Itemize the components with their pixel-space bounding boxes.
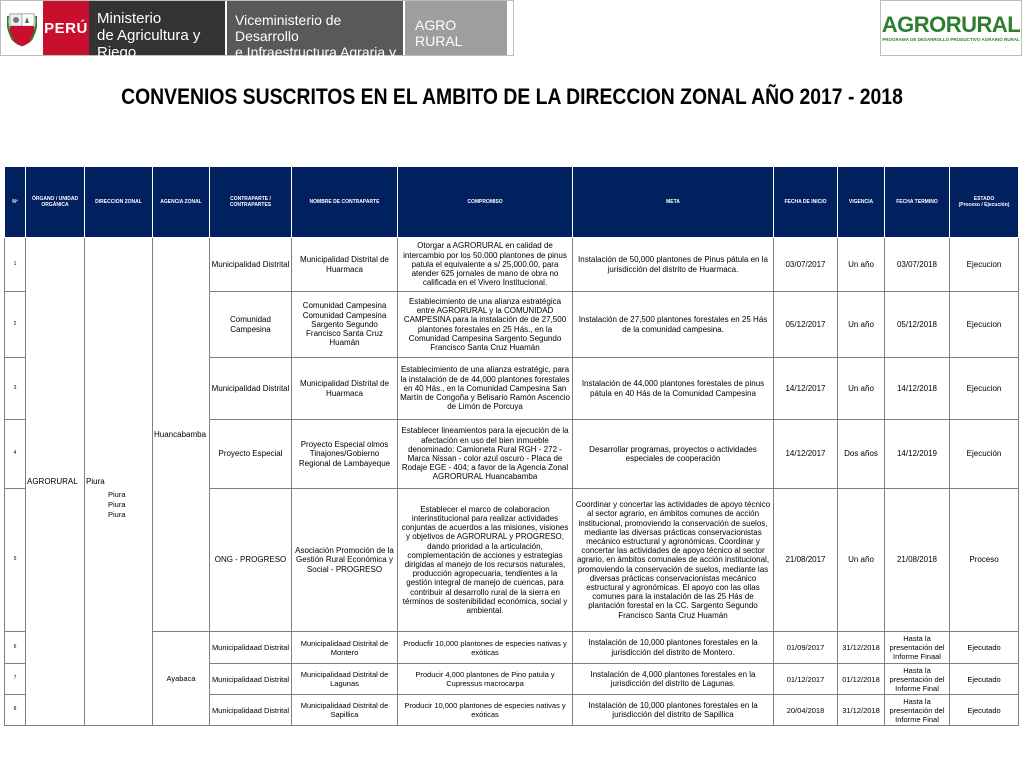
termino-cell: Hasta la presentación del Informe Final (885, 664, 950, 695)
inicio-cell: 14/12/2017 (774, 358, 838, 420)
meta-cell: Instalación de 44,000 plantones forestales de pinus pátula en 40 Hás de la Comunidad Campesina (573, 358, 774, 420)
compromiso-cell: Establecimiento de una alianza estratégica entre AGRORURAL y la COMUNIDAD CAMPESINA para la instalación de de 27,500 plantones forestales en 25 Hás., en la Comunidad Campesina Sargento Segundo Francisco Santa Cruz Huamán (398, 292, 573, 358)
estado-cell: Ejecución (950, 420, 1019, 489)
nombre-cell: Proyecto Especial olmos Tinajones/Gobierno Regional de Lambayeque (292, 420, 398, 489)
termino-cell: Hasta la presentación del Informe Final (885, 695, 950, 726)
col-header: DIRECCION ZONAL (85, 167, 153, 238)
nombre-cell: Municipalidaad Distrital de Lagunas (292, 664, 398, 695)
vigencia-cell: Dos años (838, 420, 885, 489)
contraparte-cell: Municipalidad Distrital (210, 238, 292, 292)
inicio-cell: 01/09/2017 (774, 632, 838, 664)
coat-of-arms-icon (1, 1, 43, 55)
col-header: ESTADO (Proceso / Ejecución) (950, 167, 1019, 238)
compromiso-cell: Producfir 10,000 plantones de especies nativas y exóticas (398, 632, 573, 664)
nombre-cell: Municipalidaad Distrital de Sapillica (292, 695, 398, 726)
nombre-cell: Asociación Promoción de la Gestión Rural Económica y Social - PROGRESO (292, 489, 398, 632)
meta-cell: Instalación de 50,000 plantones de Pinus pátula en la jurisdicción del distrito de Huarmaca. (573, 238, 774, 292)
termino-cell: 05/12/2018 (885, 292, 950, 358)
government-header (0, 0, 514, 76)
col-header: AGENCIA ZONAL (153, 167, 210, 238)
row-number: 5 (5, 489, 26, 632)
peru-brand: PERÚ (43, 1, 89, 55)
meta-cell: Instalación de 10,000 plantones forestales en la jurisdicción del distrito de Montero. (573, 632, 774, 664)
meta-cell: Desarrollar programas, proyectos o actividades especiales de cooperación (573, 420, 774, 489)
vigencia-cell: 31/12/2018 (838, 695, 885, 726)
logo-subtitle: PROGRAMA DE DESARROLLO PRODUCTIVO AGRARIO RURAL (882, 37, 1020, 42)
nombre-cell: Municipalidad Distrital de Huarmaca (292, 358, 398, 420)
row-number: 8 (5, 695, 26, 726)
piura-stack: Piura Piura Piura (108, 490, 126, 519)
row-number: 3 (5, 358, 26, 420)
page-title: CONVENIOS SUSCRITOS EN EL AMBITO DE LA DIRECCION ZONAL AÑO 2017 - 2018 (121, 84, 903, 109)
estado-cell: Ejecucion (950, 292, 1019, 358)
contraparte-cell: Municipalidaad Distrital (210, 632, 292, 664)
col-header: NOMBRE DE CONTRAPARTE (292, 167, 398, 238)
meta-cell: Coordinar y concertar las actividades de apoyo técnico al sector agrario, en ámbitos comunes de acción institucional, promoviendo la conservación de suelos, mediante las diversas prácticas conservacionistas mecánico estructural y agronómicas. Coordinar y concertar las actividades de apoyo técnico al sector agrario, en ámbitos comunales de acción institucional, promoviendo la conservación de suelos, mediante las diversas prácticas conservacionistas mecánico estructural y agronómicas. El apoyo con las ollas comunes para la instalación de las 25 Hás de plantación forestal en la CC. Sargento Segundo Francisco Santa Cruz Huamán (573, 489, 774, 632)
estado-cell: Ejecutado (950, 632, 1019, 664)
contraparte-cell: ONG - PROGRESO (210, 489, 292, 632)
vice-ministry-name: Viceministerio de Desarrollo e Infraestructura Agraria y Riego (225, 1, 403, 55)
vigencia-cell: Un año (838, 292, 885, 358)
contraparte-cell: Proyecto Especial (210, 420, 292, 489)
agrorural-logo (880, 0, 1022, 56)
meta-cell: Instalación de 27,500 plantones forestales en 25 Hás de la comunidad campesina. (573, 292, 774, 358)
inicio-cell: 20/04/2018 (774, 695, 838, 726)
agencia-cell: Ayabaca (153, 632, 210, 726)
convenios-table (4, 166, 1019, 726)
table-row (5, 238, 1019, 292)
nombre-cell: Municipalidad Distrital de Huarmaca (292, 238, 398, 292)
inicio-cell: 14/12/2017 (774, 420, 838, 489)
agro-rural-label: AGRO RURAL (403, 1, 507, 55)
estado-cell: Proceso (950, 489, 1019, 632)
contraparte-cell: Municipalidaad Distrital (210, 664, 292, 695)
col-header: Nº (5, 167, 26, 238)
estado-cell: Ejecucion (950, 358, 1019, 420)
vigencia-cell: Un año (838, 238, 885, 292)
compromiso-cell: Otorgar a AGRORURAL en calidad de intercambio por los 50,000 plantones de pinus patula el equivalente a s/ 25,000.00, para atender 625 jornales de mano de obra no calificada en el Vivero Institucional. (398, 238, 573, 292)
vigencia-cell: 31/12/2018 (838, 632, 885, 664)
inicio-cell: 01/12/2017 (774, 664, 838, 695)
nombre-cell: Comunidad Campesina Comunidad Campesina Sargento Segundo Francisco Santa Cruz Huamán (292, 292, 398, 358)
col-header: CONTRAPARTE / CONTRAPARTES (210, 167, 292, 238)
compromiso-cell: Establecimiento de una alianza estratégic, para la instalación de de 44,000 plantones forestales en 40 Hás., en la Comunidad Campesina San Martín de Congoña y Belisario Ramón Ascencio de Limón de Porcuya (398, 358, 573, 420)
col-header: FECHA DE INICIO (774, 167, 838, 238)
vigencia-cell: Un año (838, 358, 885, 420)
vigencia-cell: Un año (838, 489, 885, 632)
row-number: 6 (5, 632, 26, 664)
inicio-cell: 03/07/2017 (774, 238, 838, 292)
agencia-cell: Huancabamba (153, 238, 210, 632)
logo-text: AGRORURAL (881, 12, 1021, 37)
table-row (5, 632, 1019, 664)
col-header: FECHA TERMINO (885, 167, 950, 238)
compromiso-cell: Establecer el marco de colaboracion interinstitucional para realizar actividades conjuntas de acuerdos a las misiones, visiones y objetivos de AGRORURAL y PROGRESO, dando prioridad a la articulación, complementación de acciones y estrategias dirigidas al manejo de los recursos naturales, producción agropecuaria, tendientes a la gestión integral de manejo de cuencas, para contribuir al desarrollo rural de la sierra en términos de sostenibilidad económica, social y ambiental. (398, 489, 573, 632)
termino-cell: 14/12/2018 (885, 358, 950, 420)
contraparte-cell: Comunidad Campesina (210, 292, 292, 358)
termino-cell: Hasta la presentación del Informe Finaal (885, 632, 950, 664)
organo-cell: AGRORURAL (26, 238, 85, 726)
contraparte-cell: Municipalidad Distrital (210, 358, 292, 420)
row-number: 2 (5, 292, 26, 358)
col-header: VIGENCIA (838, 167, 885, 238)
compromiso-cell: Establecer lineamientos para la ejecución de la afectación en uso del bien inmueble denominado: Camioneta Rural RGH - 272 - Marca Nissan - color azul oscuro - Placa de Rodaje EGE - 404; a favor de la Agencia Zonal AGRORURAL Huancabamba (398, 420, 573, 489)
estado-cell: Ejecutado (950, 695, 1019, 726)
ministry-name: Ministerio de Agricultura y Riego (89, 1, 225, 55)
termino-cell: 03/07/2018 (885, 238, 950, 292)
col-header: META (573, 167, 774, 238)
row-number: 4 (5, 420, 26, 489)
direccion-cell: Piura (85, 238, 153, 726)
meta-cell: Instalación de 4,000 plantones forestales en la jurisdicción del distrito de Lagunas. (573, 664, 774, 695)
row-number: 1 (5, 238, 26, 292)
meta-cell: Instalación de 10,000 plantones forestales en la jurisdicción del distrito de Sapillica (573, 695, 774, 726)
termino-cell: 21/08/2018 (885, 489, 950, 632)
inicio-cell: 21/08/2017 (774, 489, 838, 632)
row-number: 7 (5, 664, 26, 695)
estado-cell: Ejecutado (950, 664, 1019, 695)
estado-cell: Ejecucion (950, 238, 1019, 292)
compromiso-cell: Producir 4,000 plantones de Pino patula y Cupressus macrocarpa (398, 664, 573, 695)
contraparte-cell: Municipalidaad Distrital (210, 695, 292, 726)
col-header: COMPROMISO (398, 167, 573, 238)
nombre-cell: Municipalidaad Distrital de Montero (292, 632, 398, 664)
table-header-row (5, 167, 1019, 238)
vigencia-cell: 01/12/2018 (838, 664, 885, 695)
termino-cell: 14/12/2019 (885, 420, 950, 489)
compromiso-cell: Producir 10,000 plantones de especies nativas y exóticas (398, 695, 573, 726)
inicio-cell: 05/12/2017 (774, 292, 838, 358)
col-header: ÓRGANO / UNIDAD ORGÁNICA (26, 167, 85, 238)
